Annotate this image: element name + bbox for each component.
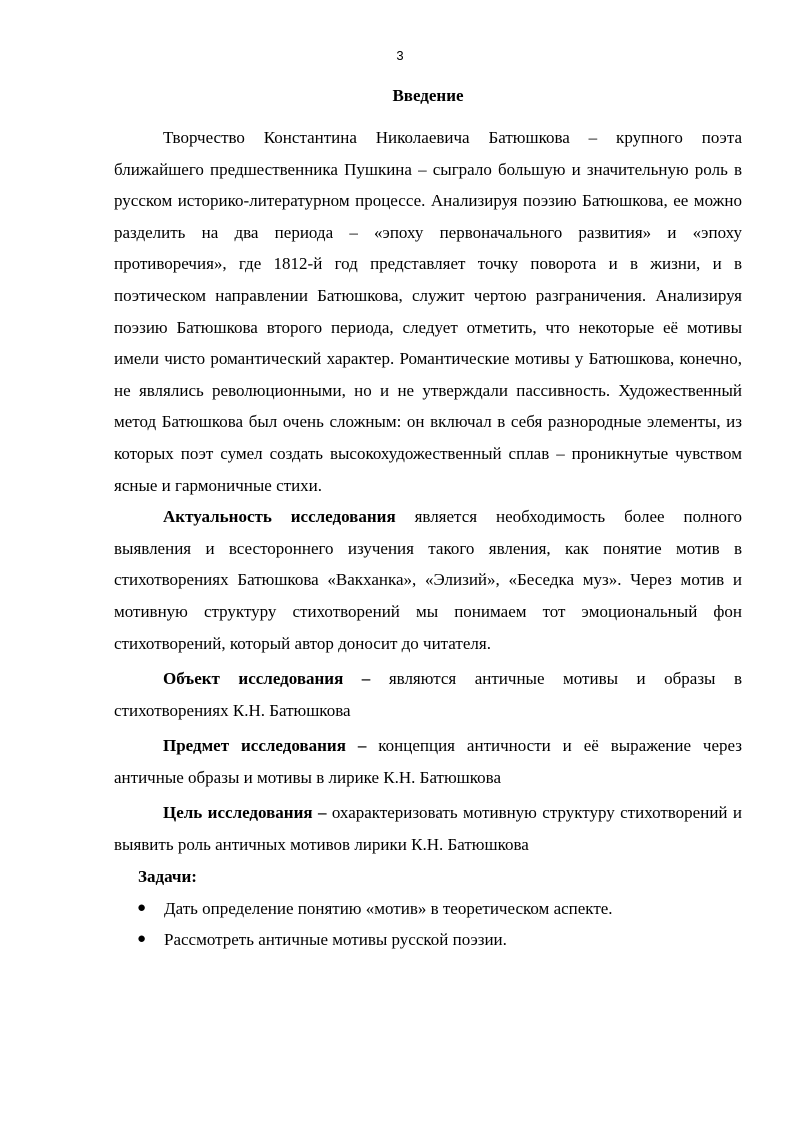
task-text: Дать определение понятию «мотив» в теоретическом аспекте.: [164, 898, 613, 918]
object-paragraph: [114, 663, 742, 726]
page-content: [114, 84, 742, 955]
bullet-icon: ●: [137, 930, 147, 947]
intro-paragraph: Творчество Константина Николаевича Батюшкова – крупного поэта ближайшего предшественника Пушкина – сыграло большую и значительную роль в русском историко-литературном процессе. Анализируя поэзию Батюшкова, ее можно разделить на два периода – «эпоху первоначального развития» и «эпоху противоречия», где 1812-й год представляет точку поворота и в жизни, и в поэтическом направлении Батюшкова, служит чертою разграничения. Анализируя поэзию Батюшкова второго периода, следует отметить, что некоторые её мотивы имели чисто романтический характер. Романтические мотивы у Батюшкова, конечно, не являлись революционными, но и не утверждали пассивность. Художественный метод Батюшкова был очень сложным: он включал в себя разнородные элементы, из которых поэт сумел создать высокохудожественный сплав – проникнутые чувством ясные и гармоничные стихи.: [114, 128, 742, 495]
task-text: Рассмотреть античные мотивы русской поэзии.: [164, 929, 507, 949]
subject-label: Предмет исследования –: [163, 736, 367, 756]
object-label: Объект исследования –: [163, 669, 371, 689]
relevance-text: является необходимость более полного выявления и всестороннего изучения такого явления, как понятие мотив в стихотворениях Батюшкова «Вакханка», «Элизий», «Беседка муз». Через мотив и мотивную структуру стихотворений мы понимаем тот эмоциональный фон стихотворений, который автор доносит до читателя.: [114, 507, 742, 653]
page-number: 3: [396, 48, 404, 63]
goal-label: Цель исследования –: [163, 803, 327, 823]
object-text: являются античные мотивы и образы в стихотворениях К.Н. Батюшкова: [114, 669, 743, 720]
tasks-list: [114, 893, 742, 955]
section-title: Введение: [392, 86, 464, 105]
subject-text: концепция античности и её выражение через античные образы и мотивы в лирике К.Н. Батюшкова: [114, 736, 742, 787]
subject-paragraph: [114, 730, 742, 793]
bullet-icon: ●: [137, 899, 147, 916]
list-item: [114, 893, 742, 924]
tasks-heading: Задачи:: [138, 866, 197, 886]
goal-paragraph: [114, 797, 742, 860]
relevance-paragraph: [114, 501, 742, 659]
list-item: [114, 924, 742, 955]
goal-text: охарактеризовать мотивную структуру стихотворений и выявить роль античных мотивов лирики К.Н. Батюшкова: [114, 803, 743, 855]
relevance-label: Актуальность исследования: [163, 507, 396, 527]
